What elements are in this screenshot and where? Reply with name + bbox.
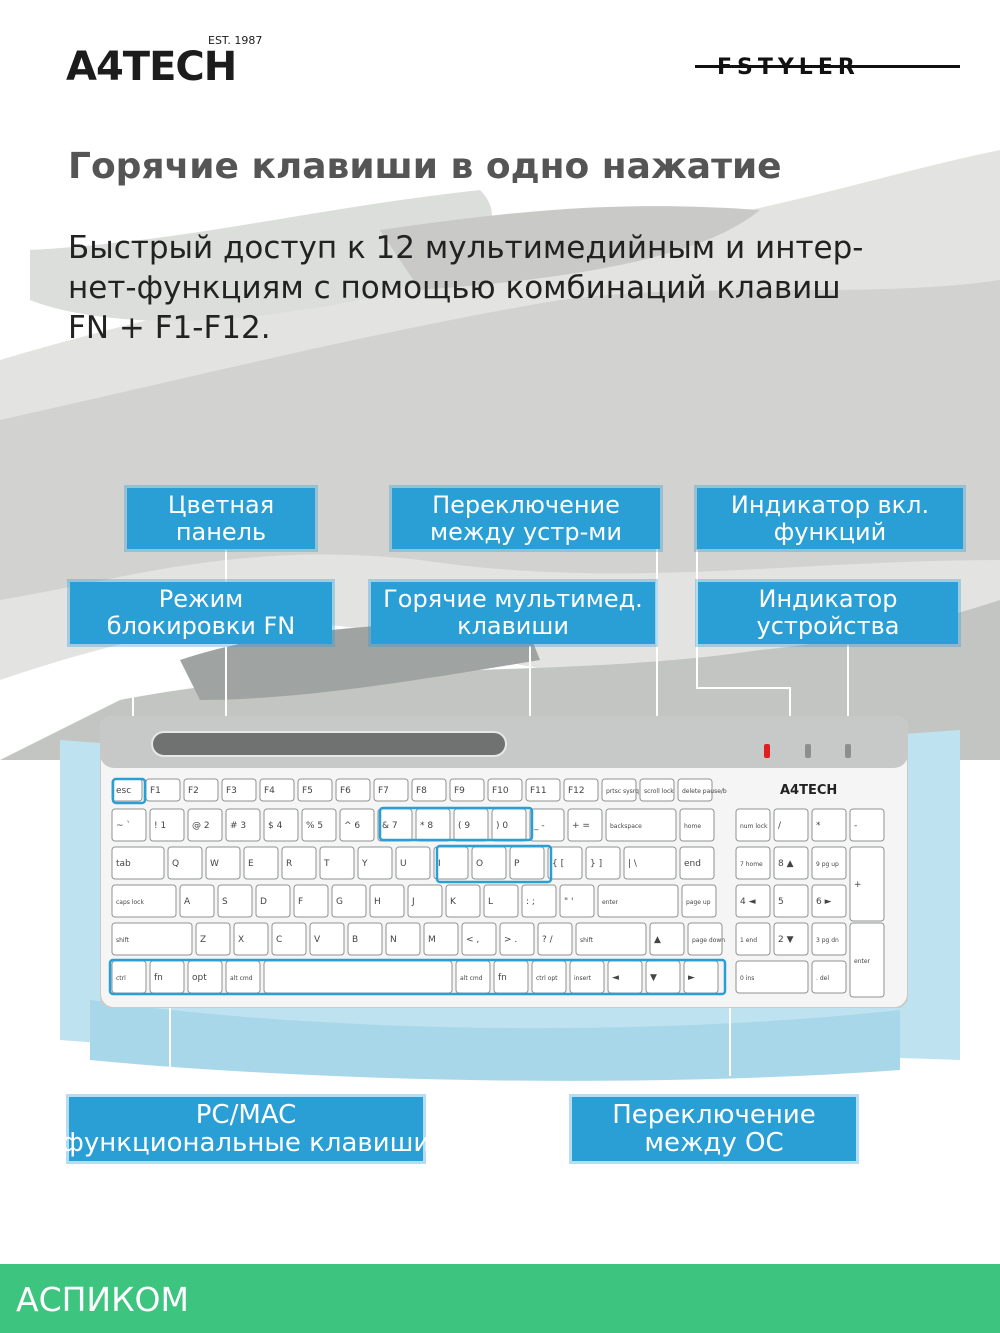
keyboard-key-label: A bbox=[184, 897, 191, 907]
keyboard-key-label: insert bbox=[574, 975, 592, 982]
callout-pc-mac-keys bbox=[61, 1097, 431, 1161]
keyboard-key-label: shift bbox=[580, 937, 593, 944]
device-slot bbox=[152, 732, 506, 756]
callout-multimedia-keys bbox=[371, 582, 655, 644]
keyboard-key-label: ctrl bbox=[116, 975, 126, 982]
keyboard-key-label: delete pause/b bbox=[682, 788, 727, 795]
keyboard-key-label: fn bbox=[154, 973, 163, 983]
keyboard-key-label: 2 ▼ bbox=[778, 935, 794, 945]
keyboard-key-label: | \ bbox=[628, 859, 637, 869]
keyboard-key-label: 8 ▲ bbox=[778, 859, 794, 869]
keyboard-key-label: fn bbox=[498, 973, 507, 983]
callout-os-switch-line: между ОС bbox=[644, 1128, 784, 1158]
brand-est: EST. 1987 bbox=[208, 34, 263, 47]
keyboard-key-label: 4 ◄ bbox=[740, 897, 756, 907]
keyboard-key-label: F bbox=[298, 897, 304, 907]
keyboard-key-label: F11 bbox=[530, 786, 547, 796]
keyboard-key-label: ^ 6 bbox=[344, 821, 361, 831]
series-name: FSTYLER bbox=[717, 55, 860, 80]
keyboard-key-label: { [ bbox=[552, 859, 565, 869]
keyboard-key-label: num lock bbox=[740, 823, 768, 830]
keyboard-key-label: esc bbox=[116, 786, 132, 796]
indicator-grey-1 bbox=[805, 744, 811, 758]
description-line: Быстрый доступ к 12 мультимедийным и интер- bbox=[68, 230, 864, 266]
keyboard-key-label: F4 bbox=[264, 786, 275, 796]
callout-device-switch-line: Переключение bbox=[432, 490, 620, 519]
keyboard-key-label: F12 bbox=[568, 786, 585, 796]
description-line: FN + F1-F12. bbox=[68, 310, 271, 346]
keyboard-key-label: enter bbox=[602, 899, 619, 906]
keyboard-key-label: / bbox=[778, 821, 782, 831]
keyboard-key-label: + bbox=[854, 880, 862, 890]
keyboard-key-label: ( 9 bbox=[458, 821, 471, 831]
keyboard-key-label: @ 2 bbox=[192, 821, 210, 831]
keyboard-key-label: backspace bbox=[610, 823, 642, 830]
keyboard-key-label: 7 home bbox=[740, 861, 763, 868]
keyboard-key-label: $ 4 bbox=[268, 821, 283, 831]
keyboard-key-label: V bbox=[314, 935, 321, 945]
keyboard-key-label: } ] bbox=[590, 859, 603, 869]
keyboard-key-label: page down bbox=[692, 937, 726, 944]
keyboard-key-label: % 5 bbox=[306, 821, 324, 831]
callout-device-indicator bbox=[698, 582, 958, 644]
series-logo bbox=[695, 55, 960, 81]
callout-os-switch bbox=[572, 1097, 856, 1161]
keyboard-key-label: ▲ bbox=[654, 935, 661, 945]
keyboard-key-label: F3 bbox=[226, 786, 237, 796]
callout-color-panel bbox=[127, 488, 315, 549]
keyboard-key-label: F8 bbox=[416, 786, 427, 796]
keyboard-illustration bbox=[100, 716, 908, 1008]
keyboard-key-label: F10 bbox=[492, 786, 509, 796]
callout-color-panel-line: Цветная bbox=[167, 490, 275, 519]
keyboard-key-label: G bbox=[336, 897, 343, 907]
callout-fn-lock bbox=[70, 582, 332, 644]
keyboard-key-label: F6 bbox=[340, 786, 351, 796]
keyboard-key-label: ) 0 bbox=[496, 821, 509, 831]
keyboard-key-label: Z bbox=[200, 935, 207, 945]
keyboard-key-label: F1 bbox=[150, 786, 161, 796]
keyboard-key-label: X bbox=[238, 935, 245, 945]
footer-bar bbox=[0, 1264, 1000, 1333]
keyboard-key-label: N bbox=[390, 935, 397, 945]
keyboard-key-label: + = bbox=[572, 821, 590, 831]
callout-function-indicator-line: Индикатор вкл. bbox=[730, 490, 930, 519]
keyboard-key-label: Q bbox=[172, 859, 180, 869]
keyboard-key-label: L bbox=[488, 897, 494, 907]
keyboard-key-label: 0 ins bbox=[740, 975, 755, 982]
keyboard-key-label: O bbox=[476, 859, 484, 869]
keyboard-key-label: page up bbox=[686, 899, 711, 906]
keyboard-key-label: enter bbox=[854, 958, 871, 965]
keyboard-key-label: ctrl opt bbox=[536, 975, 558, 982]
callout-device-indicator-line: Индикатор bbox=[758, 585, 898, 613]
callout-pc-mac-keys-line: функциональные клавиши bbox=[61, 1128, 431, 1158]
keyboard-key-label: F5 bbox=[302, 786, 313, 796]
keyboard-key-label: 3 pg dn bbox=[816, 937, 839, 944]
callout-fn-lock-line: Режим bbox=[158, 585, 244, 613]
keyboard-key-label: opt bbox=[192, 973, 207, 983]
keyboard-key-label: ! 1 bbox=[154, 821, 167, 831]
keyboard-key-label: K bbox=[450, 897, 456, 907]
keyboard-key-label: P bbox=[514, 859, 520, 869]
keyboard-key-label: E bbox=[248, 859, 254, 869]
keyboard-key-label: D bbox=[260, 897, 267, 907]
keyboard-key-label: B bbox=[352, 935, 359, 945]
keyboard-key-label: - bbox=[854, 821, 858, 831]
brand-logo bbox=[66, 34, 281, 90]
description-line: нет-функциям с помощью комбинаций клавиш bbox=[68, 270, 841, 306]
keyboard-key-label: S bbox=[222, 897, 228, 907]
keyboard-key-label: F2 bbox=[188, 786, 199, 796]
callout-device-switch-line: между устр-ми bbox=[430, 517, 622, 546]
keyboard-key-label: H bbox=[374, 897, 381, 907]
keyboard-key-label: J bbox=[412, 897, 415, 907]
keyboard-key-label: . del bbox=[816, 975, 829, 982]
keyboard-key-label: C bbox=[276, 935, 283, 945]
callout-multimedia-keys-line: Горячие мультимед. bbox=[383, 585, 643, 613]
keyboard-key-label: ~ ` bbox=[116, 821, 131, 831]
keyboard-key-label: M bbox=[428, 935, 436, 945]
keyboard-key-label: 1 end bbox=[740, 937, 758, 944]
keyboard-key-label: U bbox=[400, 859, 407, 869]
keyboard-key-label: 6 ► bbox=[816, 897, 832, 907]
keyboard-key-label: > . bbox=[504, 935, 518, 945]
keyboard-key-label: ? / bbox=[542, 935, 553, 945]
keyboard-key-label: caps lock bbox=[116, 899, 144, 906]
indicator-red bbox=[764, 744, 770, 758]
keyboard-key-label: 9 pg up bbox=[816, 861, 839, 868]
keyboard-key-label: ◄ bbox=[612, 973, 619, 983]
keyboard-key-label: ▼ bbox=[650, 973, 657, 983]
callout-fn-lock-line: блокировки FN bbox=[106, 612, 296, 640]
keyboard-key-label: F7 bbox=[378, 786, 389, 796]
keyboard-logo: A4TECH bbox=[780, 783, 838, 798]
callout-function-indicator bbox=[697, 488, 963, 549]
callout-os-switch-line: Переключение bbox=[612, 1100, 816, 1130]
brand-name: A4TECH bbox=[66, 44, 237, 90]
keyboard-key-label: prtsc sysrq bbox=[606, 788, 639, 795]
callout-device-switch bbox=[392, 488, 660, 549]
keyboard-key-label: _ - bbox=[534, 821, 545, 831]
keyboard-key-label: I bbox=[438, 859, 441, 869]
callout-multimedia-keys-line: клавиши bbox=[457, 612, 569, 640]
keyboard-key-label: alt cmd bbox=[230, 975, 253, 982]
keyboard-key-label: R bbox=[286, 859, 293, 869]
footer-label: АСПИКОМ bbox=[16, 1280, 189, 1319]
keyboard-key-label: & 7 bbox=[382, 821, 398, 831]
keyboard-key-label: # 3 bbox=[230, 821, 247, 831]
callout-pc-mac-keys-line: PC/MAC bbox=[195, 1100, 297, 1130]
description bbox=[68, 228, 888, 348]
keyboard-key-label: * 8 bbox=[420, 821, 434, 831]
keyboard-key-label: alt cmd bbox=[460, 975, 483, 982]
keyboard-key-label: " ' bbox=[564, 897, 574, 907]
keyboard-key-label: W bbox=[210, 859, 219, 869]
keyboard-key-label: T bbox=[324, 859, 330, 869]
keyboard-key-label: < , bbox=[466, 935, 480, 945]
keyboard-key-label: shift bbox=[116, 937, 129, 944]
keyboard-key-label: : ; bbox=[526, 897, 535, 907]
indicator-grey-2 bbox=[845, 744, 851, 758]
keyboard-key-label: home bbox=[684, 823, 702, 830]
keyboard-key-label: Y bbox=[362, 859, 368, 869]
keyboard-key-label: F9 bbox=[454, 786, 465, 796]
keyboard-key-label: 5 bbox=[778, 897, 784, 907]
callout-function-indicator-line: функций bbox=[773, 517, 887, 546]
callout-device-indicator-line: устройства bbox=[756, 612, 900, 640]
page-title: Горячие клавиши в одно нажатие bbox=[68, 146, 782, 187]
keyboard-key bbox=[264, 961, 452, 993]
keyboard-key-label: scroll lock bbox=[644, 788, 674, 795]
keyboard-key-label: * bbox=[816, 821, 821, 831]
callout-color-panel-line: панель bbox=[175, 517, 267, 546]
keyboard-key-label: end bbox=[684, 859, 701, 869]
keyboard-key-label: ► bbox=[688, 973, 695, 983]
keyboard-key-label: tab bbox=[116, 859, 131, 869]
